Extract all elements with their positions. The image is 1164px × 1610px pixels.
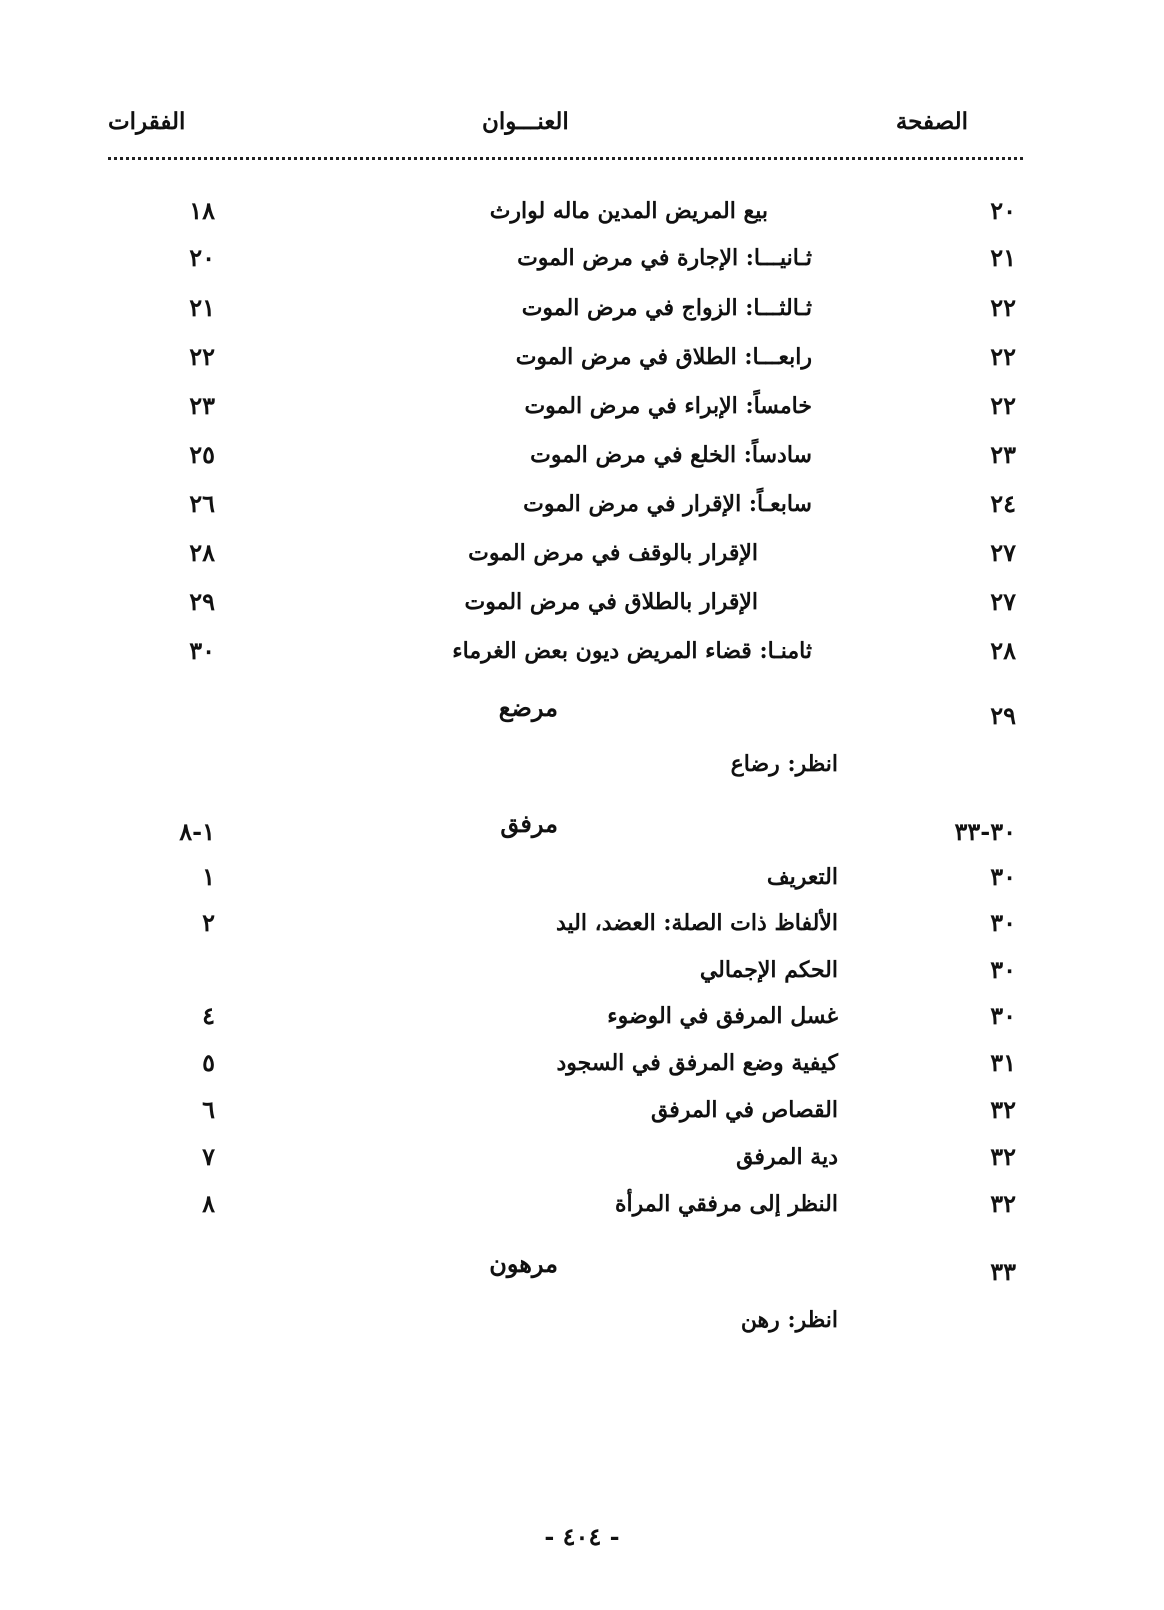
toc-page-number: ٣٢: [990, 1095, 1016, 1124]
toc-title: دية المرفق: [736, 1144, 838, 1170]
toc-paragraph-number: ٣٠: [189, 636, 215, 665]
toc-page-number: ٣٣: [990, 1257, 1016, 1286]
toc-paragraph-number: ٧: [202, 1142, 215, 1171]
toc-title: الألفاظ ذات الصلة: العضد، اليد: [555, 910, 838, 936]
page-number: - ٤٠٤ -: [544, 1522, 620, 1551]
toc-title: الإقرار بالوقف في مرض الموت: [468, 540, 758, 566]
toc-paragraph-number: ٤: [202, 1001, 215, 1030]
toc-page-number: ٢٧: [990, 538, 1016, 567]
toc-heading: مرضع: [498, 693, 558, 722]
toc-paragraph-number: ٢١: [189, 293, 215, 322]
toc-page-number: ٢٣: [990, 440, 1016, 469]
toc-row: [0, 744, 1164, 784]
toc-paragraph-number: ١-٨: [179, 817, 215, 846]
toc-paragraph-number: ٢٥: [189, 440, 215, 469]
toc-row: [0, 1184, 1164, 1224]
toc-row: [0, 191, 1164, 231]
toc-paragraph-number: ٢٠: [189, 243, 215, 272]
toc-title: الحكم الإجمالي: [699, 957, 838, 983]
toc-row: [0, 533, 1164, 573]
toc-title: خامساً: الإبراء في مرض الموت: [524, 393, 812, 419]
toc-title: ثـالثـــا: الزواج في مرض الموت: [521, 295, 812, 321]
header-title: العنـــوان: [482, 108, 569, 135]
toc-paragraph-number: ٢٨: [189, 538, 215, 567]
toc-title: كيفية وضع المرفق في السجود: [556, 1050, 838, 1076]
toc-title: الإقرار بالطلاق في مرض الموت: [464, 589, 758, 615]
toc-row: [0, 1090, 1164, 1130]
toc-title: سادساً: الخلع في مرض الموت: [530, 442, 812, 468]
toc-paragraph-number: ١٨: [189, 196, 215, 225]
toc-row: [0, 950, 1164, 990]
toc-paragraph-number: ٦: [202, 1095, 215, 1124]
toc-page-number: ٣٢: [990, 1142, 1016, 1171]
toc-title: التعريف: [766, 864, 838, 890]
toc-row: [0, 1249, 1164, 1292]
toc-row: [0, 238, 1164, 278]
toc-page-number: ٣٠: [990, 1001, 1016, 1030]
toc-title: القصاص في المرفق: [650, 1097, 838, 1123]
toc-page-number: ٢٨: [990, 636, 1016, 665]
toc-row: [0, 693, 1164, 736]
toc-row: [0, 288, 1164, 328]
toc-row: [0, 903, 1164, 943]
toc-page-number: ٣٢: [990, 1189, 1016, 1218]
toc-paragraph-number: ٢: [202, 908, 215, 937]
toc-row: [0, 1300, 1164, 1340]
toc-paragraph-number: ٢٣: [189, 391, 215, 420]
toc-paragraph-number: ٥: [202, 1048, 215, 1077]
toc-page-number: ٣١: [990, 1048, 1016, 1077]
toc-row: [0, 996, 1164, 1036]
toc-page-number: ٣٠-٣٣: [954, 817, 1016, 846]
toc-page-number: ٢٤: [990, 489, 1016, 518]
toc-see-also: انظر: رضاع: [730, 751, 838, 777]
toc-row: [0, 1043, 1164, 1083]
toc-title: سابعـاً: الإقرار في مرض الموت: [523, 491, 812, 517]
toc-row: [0, 484, 1164, 524]
toc-page-number: ٢٩: [990, 701, 1016, 730]
toc-page-number: ٢٢: [990, 391, 1016, 420]
toc-title: بيع المريض المدين ماله لوارث: [489, 198, 768, 224]
toc-page-number: ٣٠: [990, 862, 1016, 891]
dotted-rule: [108, 157, 1023, 160]
toc-page-number: ٣٠: [990, 908, 1016, 937]
toc-title: غسل المرفق في الوضوء: [607, 1003, 838, 1029]
toc-row: [0, 631, 1164, 671]
header-paragraphs: الفقرات: [108, 108, 186, 135]
toc-row: [0, 435, 1164, 475]
toc-page-number: ٢٠: [990, 196, 1016, 225]
toc-paragraph-number: ٢٩: [189, 587, 215, 616]
toc-page-number: ٢٢: [990, 342, 1016, 371]
toc-page-number: ٣٠: [990, 955, 1016, 984]
toc-heading: مرفق: [500, 809, 558, 838]
toc-heading: مرهون: [489, 1249, 558, 1278]
toc-row: [0, 809, 1164, 852]
header-page: الصفحة: [895, 108, 968, 135]
toc-row: [0, 337, 1164, 377]
toc-page-number: ٢٧: [990, 587, 1016, 616]
toc-paragraph-number: ٢٢: [189, 342, 215, 371]
toc-row: [0, 857, 1164, 897]
toc-title: ثـانيـــا: الإجارة في مرض الموت: [517, 245, 812, 271]
toc-row: [0, 1137, 1164, 1177]
toc-paragraph-number: ١: [202, 862, 215, 891]
toc-row: [0, 582, 1164, 622]
toc-title: النظر إلى مرفقي المرأة: [615, 1191, 838, 1217]
toc-row: [0, 386, 1164, 426]
toc-page-number: ٢١: [990, 243, 1016, 272]
toc-paragraph-number: ٨: [202, 1189, 215, 1218]
toc-see-also: انظر: رهن: [740, 1307, 838, 1333]
toc-page-number: ٢٢: [990, 293, 1016, 322]
toc-title: ثامنـا: قضاء المريض ديون بعض الغرماء: [452, 638, 812, 664]
toc-title: رابعـــا: الطلاق في مرض الموت: [515, 344, 812, 370]
toc-paragraph-number: ٢٦: [189, 489, 215, 518]
